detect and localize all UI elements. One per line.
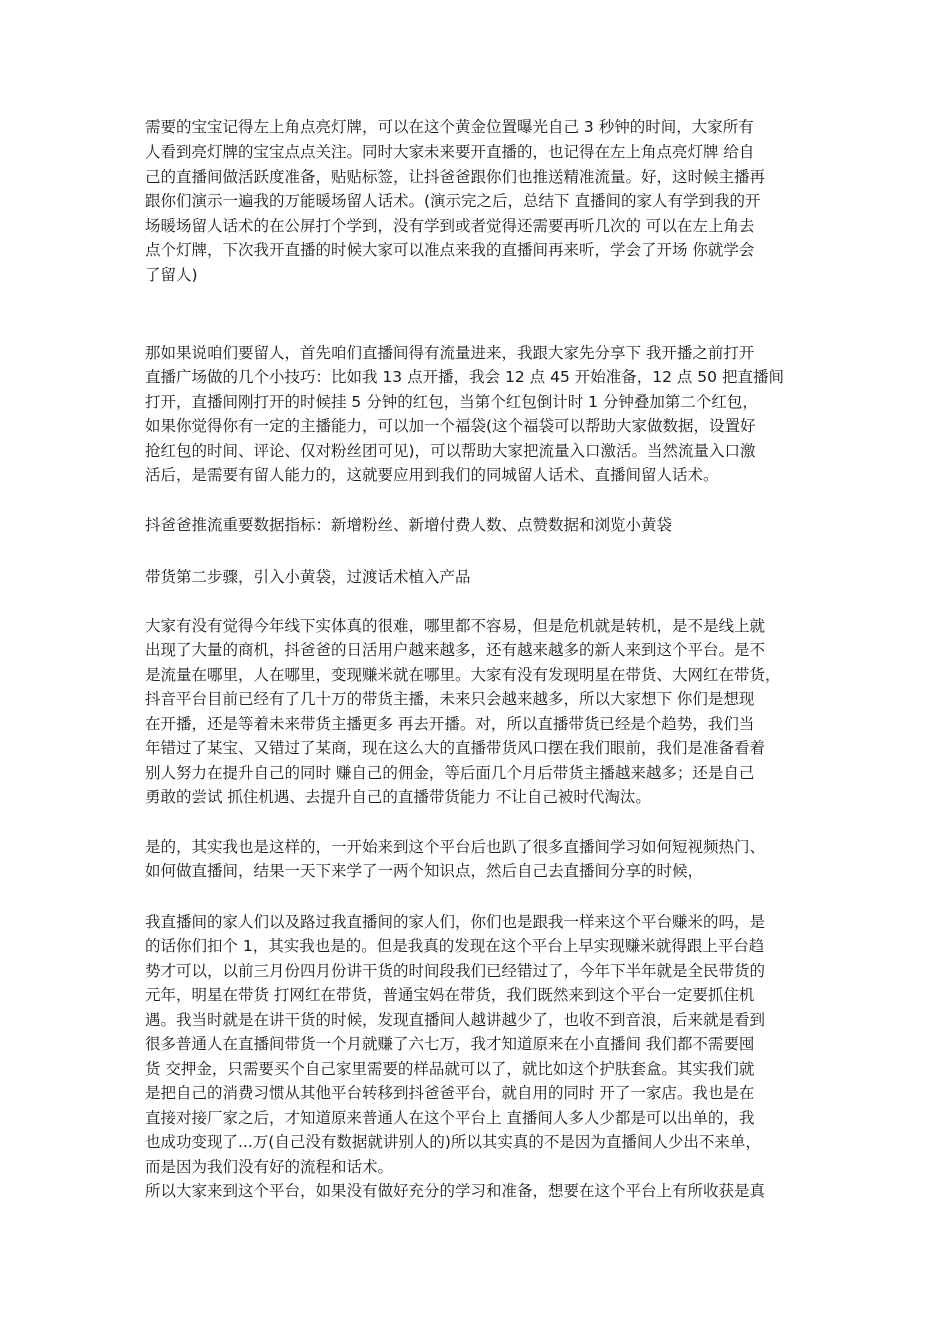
text-line: 年错过了某宝、又错过了某商，现在这么大的直播带货风口摆在我们眼前，我们是准备看着: [145, 739, 766, 757]
text-line: 所以大家来到这个平台，如果没有做好充分的学习和准备，想要在这个平台上有所收获是真: [145, 1182, 766, 1200]
text-line: 我直播间的家人们以及路过我直播间的家人们，你们也是跟我一样来这个平台赚米的吗，是: [145, 913, 766, 931]
text-line: 而是因为我们没有好的流程和话术。: [145, 1158, 394, 1176]
text-line: 势才可以，以前三月份四月份讲干货的时间段我们已经错过了，今年下半年就是全民带货的: [145, 962, 766, 980]
text-line: 也成功变现了...万(自己没有数据就讲别人的)所以其实真的不是因为直播间人少出不来单，: [145, 1133, 761, 1151]
section-heading: 带货第二步骤，引入小黄袋，过渡话术植入产品: [145, 568, 471, 586]
text-line: 勇敢的尝试 抓住机遇、去提升自己的直播带货能力 不让自己被时代淘汰。: [145, 788, 651, 806]
text-line: 很多普通人在直播间带货一个月就赚了六七万，我才知道原来在小直播间 我们都不需要囤: [145, 1035, 755, 1053]
text-line: 己的直播间做活跃度准备，贴贴标签，让抖爸爸跟你们也推送精准流量。好，这时候主播再: [145, 168, 766, 186]
text-line: 是把自己的消费习惯从其他平台转移到抖爸爸平台，就自用的同时 开了一家店。我也是在: [145, 1084, 755, 1102]
text-line: 跟你们演示一遍我的万能暖场留人话术。(演示完之后，总结下 直播间的家人有学到我的开: [145, 192, 761, 210]
text-line: 出现了大量的商机，抖爸爸的日活用户越来越多，还有越来越多的新人来到这个平台。是不: [145, 641, 766, 659]
text-line: 别人努力在提升自己的同时 赚自己的佣金，等后面几个月后带货主播越来越多；还是自己: [145, 764, 755, 782]
text-line: 元年，明星在带货 打网红在带货，普通宝妈在带货，我们既然来到这个平台一定要抓住机: [145, 986, 755, 1004]
text-line: 如果你觉得你有一定的主播能力，可以加一个福袋(这个福袋可以帮助大家做数据，设置好: [145, 417, 756, 435]
text-line: 在开播，还是等着未来带货主播更多 再去开播。对，所以直播带货已经是个趋势，我们当: [145, 715, 755, 733]
text-line: 人看到亮灯牌的宝宝点点关注。同时大家未来要开直播的，也记得在左上角点亮灯牌 给自: [145, 143, 755, 161]
text-line: 那如果说咱们要留人，首先咱们直播间得有流量进来，我跟大家先分享下 我开播之前打开: [145, 344, 755, 362]
text-line: 了留人): [145, 266, 198, 284]
text-line: 需要的宝宝记得左上角点亮灯牌，可以在这个黄金位置曝光自己 3 秒钟的时间，大家所有: [145, 118, 754, 136]
text-line: 点个灯牌，下次我开直播的时候大家可以准点来我的直播间再来听，学会了开场 你就学会: [145, 241, 755, 259]
text-line: 场暖场留人话术的在公屏打个学到，没有学到或者觉得还需要再听几次的 可以在左上角去: [145, 217, 755, 235]
text-line: 是的，其实我也是这样的，一开始来到这个平台后也趴了很多直播间学习如何短视频热门、: [145, 838, 766, 856]
text-line: 货 交押金，只需要买个自己家里需要的样品就可以了，就比如这个护肤套盒。其实我们就: [145, 1060, 755, 1078]
text-line: 的话你们扣个 1，其实我也是的。但是我真的发现在这个平台上早实现赚米就得跟上平台趋: [145, 937, 765, 955]
text-line: 活后，是需要有留人能力的，这就要应用到我们的同城留人话术、直播间留人话术。: [145, 466, 719, 484]
text-line: 打开，直播间刚打开的时候挂 5 分钟的红包，当第个红包倒计时 1 分钟叠加第二个红包，: [145, 393, 758, 411]
text-line: 抢红包的时间、评论、仅对粉丝团可见)，可以帮助大家把流量入口激活。当然流量入口激: [145, 442, 756, 460]
text-line: 是流量在哪里，人在哪里，变现赚米就在哪里。大家有没有发现明星在带货、大网红在带货，: [145, 666, 781, 684]
text-line: 大家有没有觉得今年线下实体真的很难，哪里都不容易，但是危机就是转机，是不是线上就: [145, 617, 766, 635]
text-line: 直接对接厂家之后，才知道原来普通人在这个平台上 直播间人多人少都是可以出单的，我: [145, 1109, 755, 1127]
text-line: 遇。我当时就是在讲干货的时候，发现直播间人越讲越少了，也收不到音浪，后来就是看到: [145, 1011, 766, 1029]
text-line: 如何做直播间，结果一天下来学了一两个知识点，然后自己去直播间分享的时候，: [145, 862, 704, 880]
text-line: 直播广场做的几个小技巧：比如我 13 点开播，我会 12 点 45 开始准备，12 点 50 把直播间: [145, 368, 784, 386]
text-line: 抖爸爸推流重要数据指标：新增粉丝、新增付费人数、点赞数据和浏览小黄袋: [145, 516, 673, 534]
text-line: 抖音平台目前已经有了几十万的带货主播，未来只会越来越多，所以大家想下 你们是想现: [145, 690, 755, 708]
